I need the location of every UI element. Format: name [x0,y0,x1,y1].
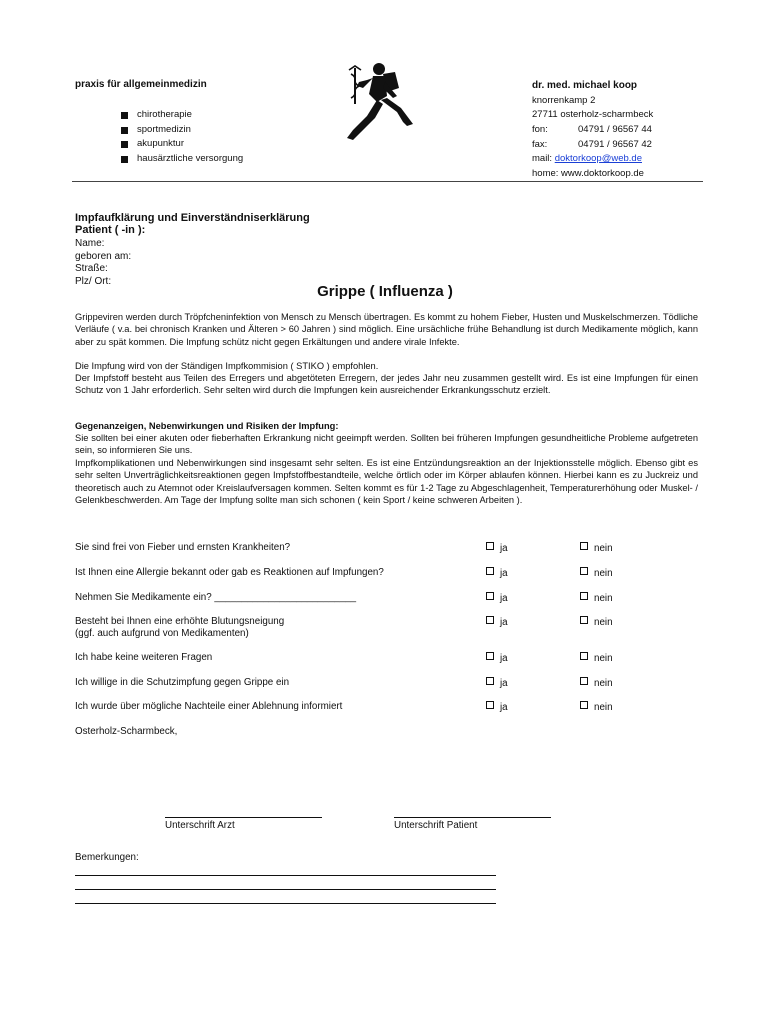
yes-option[interactable]: ja [486,567,508,579]
remarks-label: Bemerkungen: [75,852,139,863]
risks-heading: Gegenanzeigen, Nebenwirkungen und Risiken der Impfung: [75,421,339,431]
checkbox-icon[interactable] [580,592,588,600]
service-item: hausärztliche versorgung [121,152,243,167]
email-link[interactable]: doktorkoop@web.de [554,153,642,165]
question-row: Besteht bei Ihnen eine erhöhte Blutungsneigung (ggf. auch aufgrund von Medikamenten) [75,616,285,639]
checkbox-icon[interactable] [486,567,494,575]
patient-signature-label: Unterschrift Patient [394,820,478,831]
intro-paragraph: Grippeviren werden durch Tröpfcheninfektion von Mensch zu Mensch übertragen. Es kommt zu hohem Fieber, Husten und Muskelschmerzen. Tödliche Verläufe ( v.a. bei chronisch Kranken und Älteren > 60 Jahren ) sind möglich. Eine ursächliche frühe Behandlung ist durch Medikamente möglich, kann aber zu spät kommen. Die Impfung schütz nicht gegen Erkältungen und andere virale Infekte. [75,312,698,347]
document-title-block [75,212,310,236]
question-row: Sie sind frei von Fieber und ernsten Krankheiten? [75,542,291,553]
document-title: Impfaufklärung und Einverständniserklärung [75,212,310,224]
question-row: Ich willige in die Schutzimpfung gegen Grippe ein [75,677,290,688]
no-option[interactable]: nein [580,652,613,664]
service-item: chirotherapie [121,108,243,123]
bullet-square-icon [121,156,128,163]
checkbox-icon[interactable] [486,652,494,660]
checkbox-icon[interactable] [486,592,494,600]
practice-title: praxis für allgemeinmedizin [75,79,207,90]
checkbox-icon[interactable] [580,701,588,709]
remarks-line[interactable] [75,889,496,890]
checkbox-icon[interactable] [580,616,588,624]
service-item: akupunktur [121,137,243,152]
no-option[interactable]: nein [580,677,613,689]
question-row: Ist Ihnen eine Allergie bekannt oder gab es Reaktionen auf Impfungen? [75,567,384,578]
checkbox-icon[interactable] [486,616,494,624]
patient-signature-line[interactable] [394,817,551,818]
risks-paragraph-2: Impfkomplikationen und Nebenwirkungen sind insgesamt sehr selten. Es ist eine Entzündungsreaktion an der Injektionsstelle möglich. Ebenso gibt es sehr selten Unverträglichkeitsreaktionen gegen Impfstoffbestandteile, welche örtlich oder im Körper ablaufen können. Hierbei kann es zu Juckreiz und theoretisch auch zu Atemnot oder Kreislaufversagen kommen. Selten kommt es für 1-2 Tage zu Abgeschlagenheit, Temperaturerhöhung oder Muskel- / Gelenkbeschwerden. Am Tage der Impfung sollte man sich schonen ( kein Sport / keine schweren Arbeiten ). [75,458,698,505]
yes-option[interactable]: ja [486,652,508,664]
checkbox-icon[interactable] [580,652,588,660]
yes-option[interactable]: ja [486,616,508,628]
remarks-line[interactable] [75,903,496,904]
risks-paragraph-1: Sie sollten bei einer akuten oder fieberhaften Erkrankung nicht geeimpft werden. Sollten bei früheren Impfungen gesundheitliche Probleme aufgetreten sein, so informieren Sie uns. [75,433,698,456]
yes-option[interactable]: ja [486,677,508,689]
no-option[interactable]: nein [580,701,613,713]
field-birthdate: geboren am: [75,250,132,262]
mail-line: mail: doktorkoop@web.de [532,153,642,165]
checkbox-icon[interactable] [580,567,588,575]
contact-block [532,79,653,182]
fax-line: fax: 04791 / 96567 42 [532,138,652,150]
running-doctor-with-caduceus-icon [343,60,433,146]
checkbox-icon[interactable] [486,542,494,550]
field-street: Straße: [75,263,108,274]
service-item: sportmedizin [121,123,243,138]
bullet-square-icon [121,141,128,148]
doctor-signature-label: Unterschrift Arzt [165,820,235,831]
yes-option[interactable]: ja [486,701,508,713]
doctor-name: dr. med. michael koop [532,80,638,91]
stiko-paragraph: Die Impfung wird von der Ständigen Impfkommision ( STIKO ) empfohlen. [75,361,379,371]
signature-place: Osterholz-Scharmbeck, [75,726,178,737]
header-divider [72,181,703,182]
city: 27711 osterholz-scharmbeck [532,109,654,121]
remarks-line[interactable] [75,875,496,876]
yes-option[interactable]: ja [486,592,508,604]
no-option[interactable]: nein [580,567,613,579]
checkbox-icon[interactable] [486,701,494,709]
no-option[interactable]: nein [580,542,613,554]
patient-heading: Patient ( -in ): [75,224,146,236]
phone-line: fon: 04791 / 96567 44 [532,124,652,136]
question-row: Ich wurde über mögliche Nachteile einer Ablehnung informiert [75,701,343,712]
field-name: Name: [75,238,105,249]
question-row: Ich habe keine weiteren Fragen [75,652,213,663]
checkbox-icon[interactable] [580,542,588,550]
no-option[interactable]: nein [580,592,613,604]
field-city: Plz/ Ort: [75,275,112,287]
yes-option[interactable]: ja [486,542,508,554]
vaccine-paragraph: Der Impfstoff besteht aus Teilen des Erregers und abgetöteten Erregern, der jedes Jahr neu zusammen gestellt wird. Es ist eine Impfungen für einen Schutz von 1 Jahr erforderlich. Sehr selten wird durch die Impfungen kein ausreichender Erkrankungsschutz erzielt. [75,373,698,396]
question-row: Nehmen Sie Medikamente ein? __________________________ [75,592,357,603]
checkbox-icon[interactable] [580,677,588,685]
doctor-signature-line[interactable] [165,817,322,818]
patient-fields [75,238,131,288]
main-title: Grippe ( Influenza ) [317,283,453,300]
bullet-square-icon [121,112,128,119]
bullet-square-icon [121,127,128,134]
services-list [121,108,243,167]
homepage: home: www.doktorkoop.de [532,168,644,180]
street: knorrenkamp 2 [532,94,596,106]
checkbox-icon[interactable] [486,677,494,685]
no-option[interactable]: nein [580,616,613,628]
